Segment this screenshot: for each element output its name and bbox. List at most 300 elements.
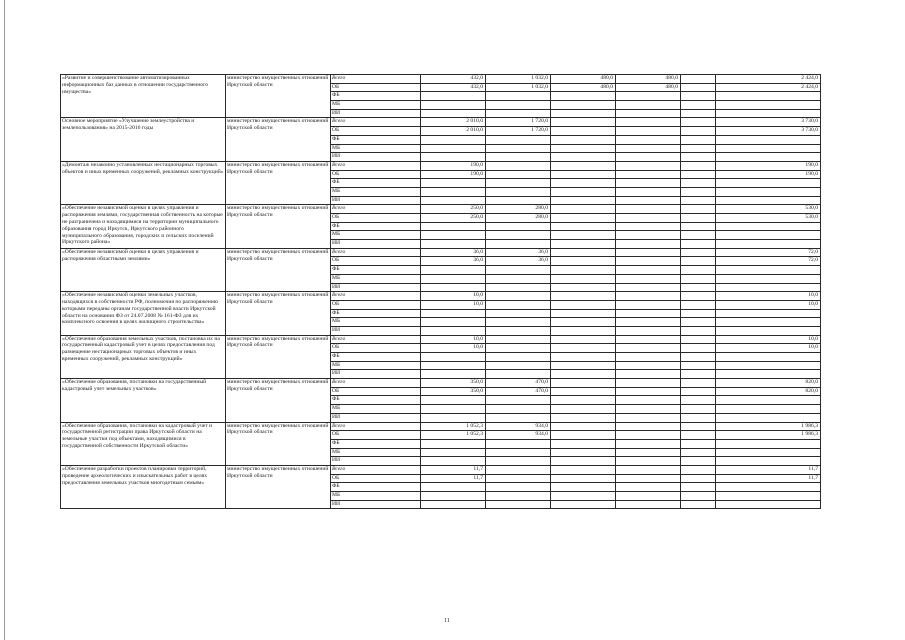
program-name: «Обеспечение независимой оценки в целях управления и распоряжения землями, государственная собственность на которые не разграничена и находящимися на территории муниципального образования город Иркутск, Иркутского районного муниципального образования, городских и сельских поселений Иркутского района» <box>61 205 226 248</box>
year-value <box>551 109 616 118</box>
program-executor: министерство имущественных отношений Иркутской области <box>226 75 331 118</box>
year-value <box>551 474 616 483</box>
year-value <box>551 483 616 492</box>
year-value <box>551 101 616 110</box>
year-value <box>616 431 681 440</box>
year-value <box>551 283 616 292</box>
program-executor: министерство имущественных отношений Иркутской области <box>226 205 331 248</box>
year-value <box>681 413 716 422</box>
year-value <box>616 161 681 170</box>
year-value <box>616 309 681 318</box>
year-value <box>421 196 486 205</box>
year-value <box>681 387 716 396</box>
year-value: 250,0 <box>421 205 486 214</box>
year-value <box>551 353 616 362</box>
funding-source: ИИ <box>331 370 421 379</box>
year-value <box>486 457 551 466</box>
table-row <box>61 118 821 127</box>
total-value <box>716 353 821 362</box>
page-edge-line <box>4 0 5 640</box>
year-value <box>681 326 716 335</box>
year-value <box>421 500 486 509</box>
year-value <box>681 196 716 205</box>
total-value: 10,0 <box>716 335 821 344</box>
year-value <box>486 274 551 283</box>
year-value: 280,0 <box>486 214 551 223</box>
total-value <box>716 240 821 249</box>
year-value <box>681 214 716 223</box>
funding-source: МБ <box>331 231 421 240</box>
funding-source: Всего <box>331 292 421 301</box>
year-value <box>421 283 486 292</box>
year-value <box>421 492 486 501</box>
year-value <box>551 257 616 266</box>
year-value <box>616 266 681 275</box>
program-name: «Обеспечение образования, постановки на государственный кадастровый учет земельных участков» <box>61 379 226 422</box>
table-row <box>61 422 821 431</box>
funding-source: ФБ <box>331 266 421 275</box>
year-value <box>551 161 616 170</box>
total-value <box>716 318 821 327</box>
year-value <box>681 353 716 362</box>
program-executor: министерство имущественных отношений Иркутской области <box>226 465 331 508</box>
year-value <box>681 274 716 283</box>
funding-source: ОБ <box>331 127 421 136</box>
year-value <box>486 353 551 362</box>
year-value <box>616 135 681 144</box>
program-name: «Развитие и совершенствование автоматизированных информационных баз данных в отношении государственного имущества» <box>61 75 226 118</box>
year-value <box>486 222 551 231</box>
funding-source: МБ <box>331 361 421 370</box>
year-value <box>421 92 486 101</box>
funding-source: Всего <box>331 75 421 84</box>
year-value <box>616 344 681 353</box>
funding-source: Всего <box>331 248 421 257</box>
year-value <box>486 344 551 353</box>
year-value <box>616 144 681 153</box>
funding-source: ИИ <box>331 153 421 162</box>
total-value <box>716 92 821 101</box>
table-row <box>61 75 821 84</box>
year-value <box>551 187 616 196</box>
year-value <box>616 465 681 474</box>
funding-source: ФБ <box>331 309 421 318</box>
year-value: 470,0 <box>486 387 551 396</box>
funding-source: ФБ <box>331 179 421 188</box>
year-value <box>616 257 681 266</box>
year-value <box>616 457 681 466</box>
year-value <box>486 370 551 379</box>
year-value <box>551 326 616 335</box>
table-row <box>61 335 821 344</box>
year-value <box>486 283 551 292</box>
budget-table <box>60 74 821 509</box>
total-value <box>716 309 821 318</box>
program-executor: министерство имущественных отношений Иркутской области <box>226 161 331 204</box>
year-value <box>551 387 616 396</box>
funding-source: ОБ <box>331 344 421 353</box>
year-value <box>616 413 681 422</box>
year-value: 1 052,3 <box>421 422 486 431</box>
year-value: 1 032,0 <box>486 75 551 84</box>
total-value: 3 730,0 <box>716 127 821 136</box>
total-value <box>716 179 821 188</box>
year-value: 190,0 <box>421 161 486 170</box>
year-value <box>681 335 716 344</box>
total-value: 530,0 <box>716 214 821 223</box>
total-value: 2 424,0 <box>716 83 821 92</box>
year-value: 190,0 <box>421 170 486 179</box>
year-value <box>421 187 486 196</box>
year-value <box>616 127 681 136</box>
year-value: 10,0 <box>421 300 486 309</box>
year-value: 350,0 <box>421 379 486 388</box>
total-value <box>716 222 821 231</box>
program-executor: министерство имущественных отношений Иркутской области <box>226 335 331 378</box>
funding-source: МБ <box>331 318 421 327</box>
year-value <box>486 196 551 205</box>
total-value: 1 986,3 <box>716 431 821 440</box>
program-executor: министерство имущественных отношений Иркутской области <box>226 292 331 335</box>
year-value: 36,0 <box>421 248 486 257</box>
year-value <box>551 127 616 136</box>
year-value <box>486 101 551 110</box>
funding-source: ИИ <box>331 500 421 509</box>
funding-source: ИИ <box>331 326 421 335</box>
year-value <box>486 309 551 318</box>
year-value <box>551 396 616 405</box>
year-value <box>681 187 716 196</box>
year-value <box>551 309 616 318</box>
year-value <box>616 474 681 483</box>
year-value <box>616 439 681 448</box>
funding-source: ОБ <box>331 474 421 483</box>
year-value <box>421 439 486 448</box>
year-value <box>616 222 681 231</box>
funding-source: ФБ <box>331 439 421 448</box>
total-value: 11,7 <box>716 465 821 474</box>
year-value <box>551 492 616 501</box>
year-value <box>681 379 716 388</box>
year-value <box>551 335 616 344</box>
year-value <box>551 274 616 283</box>
program-name: «Обеспечение образования земельных участков, постановка их на государственный кадастровый учет в целях предоставления под размещение нестационарных торговых объектов и иных временных сооружений, рекламных конструкций» <box>61 335 226 378</box>
year-value <box>681 240 716 249</box>
year-value <box>486 326 551 335</box>
year-value <box>616 318 681 327</box>
year-value <box>551 361 616 370</box>
funding-source: ОБ <box>331 214 421 223</box>
year-value <box>616 379 681 388</box>
year-value <box>421 179 486 188</box>
funding-source: Всего <box>331 161 421 170</box>
year-value <box>486 405 551 414</box>
year-value <box>616 396 681 405</box>
total-value <box>716 448 821 457</box>
year-value <box>551 405 616 414</box>
year-value <box>681 474 716 483</box>
year-value <box>681 492 716 501</box>
year-value: 36,0 <box>486 248 551 257</box>
year-value <box>616 361 681 370</box>
funding-source: ФБ <box>331 483 421 492</box>
year-value <box>551 118 616 127</box>
funding-source: ОБ <box>331 300 421 309</box>
year-value <box>486 266 551 275</box>
year-value <box>616 335 681 344</box>
year-value: 1 720,0 <box>486 127 551 136</box>
year-value <box>551 222 616 231</box>
year-value: 1 720,0 <box>486 118 551 127</box>
program-name: Основное мероприятие «Улучшение землеустройства и землепользования» на 2015-2016 годы <box>61 118 226 161</box>
program-executor: министерство имущественных отношений Иркутской области <box>226 379 331 422</box>
year-value <box>681 153 716 162</box>
table-row <box>61 379 821 388</box>
total-value <box>716 500 821 509</box>
total-value: 190,0 <box>716 161 821 170</box>
year-value <box>616 370 681 379</box>
total-value <box>716 187 821 196</box>
year-value <box>681 144 716 153</box>
year-value <box>681 75 716 84</box>
total-value <box>716 109 821 118</box>
year-value <box>551 214 616 223</box>
table-row <box>61 292 821 301</box>
total-value <box>716 483 821 492</box>
year-value <box>681 344 716 353</box>
year-value: 480,0 <box>551 75 616 84</box>
year-value <box>421 309 486 318</box>
year-value <box>486 292 551 301</box>
year-value: 36,0 <box>486 257 551 266</box>
year-value <box>421 457 486 466</box>
year-value <box>616 101 681 110</box>
total-value: 2 424,0 <box>716 75 821 84</box>
year-value: 350,0 <box>421 387 486 396</box>
year-value <box>486 109 551 118</box>
funding-source: ИИ <box>331 283 421 292</box>
funding-source: ОБ <box>331 170 421 179</box>
year-value <box>486 179 551 188</box>
year-value <box>486 135 551 144</box>
year-value: 1 052,3 <box>421 431 486 440</box>
year-value <box>616 118 681 127</box>
year-value: 2 010,0 <box>421 118 486 127</box>
year-value: 280,0 <box>486 205 551 214</box>
funding-source: ФБ <box>331 353 421 362</box>
total-value <box>716 135 821 144</box>
funding-source: МБ <box>331 448 421 457</box>
year-value: 432,0 <box>421 83 486 92</box>
year-value <box>421 222 486 231</box>
year-value: 480,0 <box>616 83 681 92</box>
year-value <box>681 500 716 509</box>
year-value <box>616 153 681 162</box>
year-value <box>486 396 551 405</box>
year-value <box>486 300 551 309</box>
funding-source: МБ <box>331 101 421 110</box>
table-row <box>61 161 821 170</box>
funding-source: ИИ <box>331 457 421 466</box>
year-value <box>681 127 716 136</box>
page-number: 11 <box>444 618 450 624</box>
year-value <box>681 448 716 457</box>
year-value <box>486 92 551 101</box>
year-value <box>616 248 681 257</box>
total-value: 820,0 <box>716 379 821 388</box>
program-name: «Обеспечение разработки проектов планировки территорий, проведение археологических и изыскательных работ в целях предоставления земельных участков многодетным семьям» <box>61 465 226 508</box>
year-value <box>681 422 716 431</box>
year-value <box>486 335 551 344</box>
year-value: 432,0 <box>421 75 486 84</box>
year-value <box>681 465 716 474</box>
year-value <box>551 422 616 431</box>
year-value <box>486 240 551 249</box>
funding-source: ОБ <box>331 83 421 92</box>
year-value <box>681 361 716 370</box>
year-value <box>681 92 716 101</box>
year-value <box>551 431 616 440</box>
total-value <box>716 405 821 414</box>
funding-source: ОБ <box>331 387 421 396</box>
funding-source: ФБ <box>331 396 421 405</box>
total-value: 820,0 <box>716 387 821 396</box>
total-value <box>716 326 821 335</box>
total-value: 10,0 <box>716 300 821 309</box>
year-value <box>681 135 716 144</box>
year-value <box>551 205 616 214</box>
total-value: 10,0 <box>716 292 821 301</box>
total-value <box>716 196 821 205</box>
funding-source: ИИ <box>331 240 421 249</box>
year-value <box>486 153 551 162</box>
funding-source: МБ <box>331 144 421 153</box>
funding-source: ОБ <box>331 431 421 440</box>
year-value <box>681 431 716 440</box>
year-value <box>616 405 681 414</box>
year-value <box>486 474 551 483</box>
total-value <box>716 283 821 292</box>
year-value <box>551 370 616 379</box>
year-value <box>551 179 616 188</box>
total-value <box>716 153 821 162</box>
table-row <box>61 465 821 474</box>
total-value <box>716 144 821 153</box>
year-value <box>421 405 486 414</box>
year-value <box>486 492 551 501</box>
year-value <box>551 170 616 179</box>
year-value <box>486 187 551 196</box>
year-value <box>551 457 616 466</box>
year-value <box>421 101 486 110</box>
year-value <box>616 179 681 188</box>
funding-source: МБ <box>331 405 421 414</box>
funding-source: Всего <box>331 205 421 214</box>
year-value <box>551 292 616 301</box>
funding-source: ИИ <box>331 413 421 422</box>
year-value <box>421 144 486 153</box>
total-value: 72,0 <box>716 248 821 257</box>
year-value <box>616 492 681 501</box>
year-value <box>616 387 681 396</box>
funding-source: ИИ <box>331 109 421 118</box>
program-executor: министерство имущественных отношений Иркутской области <box>226 118 331 161</box>
year-value <box>616 500 681 509</box>
year-value <box>551 196 616 205</box>
funding-source: Всего <box>331 335 421 344</box>
year-value: 36,0 <box>421 257 486 266</box>
year-value <box>681 283 716 292</box>
year-value <box>681 370 716 379</box>
year-value <box>681 396 716 405</box>
total-value: 72,0 <box>716 257 821 266</box>
program-executor: министерство имущественных отношений Иркутской области <box>226 248 331 291</box>
year-value <box>681 101 716 110</box>
year-value <box>681 292 716 301</box>
funding-source: МБ <box>331 274 421 283</box>
year-value <box>421 318 486 327</box>
year-value <box>681 439 716 448</box>
year-value: 10,0 <box>421 335 486 344</box>
total-value: 11,7 <box>716 474 821 483</box>
year-value <box>486 465 551 474</box>
year-value <box>681 231 716 240</box>
year-value: 11,7 <box>421 465 486 474</box>
year-value: 934,0 <box>486 422 551 431</box>
year-value <box>486 231 551 240</box>
total-value <box>716 101 821 110</box>
year-value <box>681 248 716 257</box>
year-value: 470,0 <box>486 379 551 388</box>
total-value <box>716 266 821 275</box>
year-value <box>421 413 486 422</box>
year-value <box>486 500 551 509</box>
table-row <box>61 248 821 257</box>
year-value <box>616 283 681 292</box>
year-value <box>616 214 681 223</box>
year-value <box>681 170 716 179</box>
year-value <box>421 361 486 370</box>
year-value <box>421 353 486 362</box>
year-value <box>551 92 616 101</box>
year-value <box>681 205 716 214</box>
program-name: «Обеспечение независимой оценки в целях управления и распоряжения областными землями» <box>61 248 226 291</box>
year-value <box>681 483 716 492</box>
year-value <box>681 318 716 327</box>
year-value <box>421 135 486 144</box>
year-value <box>421 231 486 240</box>
funding-source: ФБ <box>331 222 421 231</box>
year-value: 480,0 <box>551 83 616 92</box>
year-value <box>486 161 551 170</box>
year-value <box>421 240 486 249</box>
year-value <box>551 465 616 474</box>
year-value <box>616 326 681 335</box>
funding-source: МБ <box>331 187 421 196</box>
year-value: 934,0 <box>486 431 551 440</box>
year-value: 11,7 <box>421 474 486 483</box>
year-value <box>681 266 716 275</box>
year-value <box>551 439 616 448</box>
year-value <box>681 257 716 266</box>
year-value <box>681 109 716 118</box>
year-value <box>551 144 616 153</box>
year-value <box>616 448 681 457</box>
year-value <box>551 300 616 309</box>
funding-source: Всего <box>331 118 421 127</box>
year-value: 10,0 <box>421 292 486 301</box>
year-value <box>421 274 486 283</box>
